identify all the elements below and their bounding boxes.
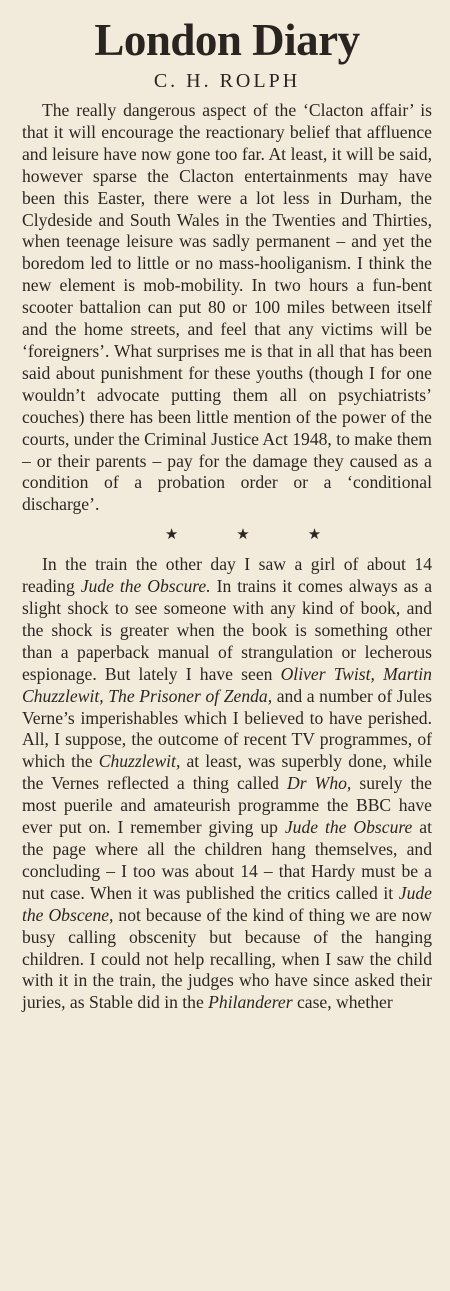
star-icon: ★ <box>307 527 322 544</box>
text-run: surely the most puerile and amateurish programme the BBC have ever put on. I remember giving up <box>22 773 432 838</box>
paragraph-clacton: The really dangerous aspect of the ‘Clacton affair’ is that it will encourage the reactionary belief that affluence and leisure have now gone too far. At least, it will be said, however sparse the Clacton entertainments may have been this Easter, there were a lot less in Durham, the Clydeside and South Wales in the Twenties and Thirties, when teenage leisure was sadly permanent – and yet the boredom led to little or no mass-hooliganism. I think the new element is mob-mobility. In two hours a fun-bent scooter battalion can put 80 or 100 miles between itself and the home streets, and feel that any victims will be ‘foreigners’. What surprises me is that in all that has been said about punishment for these youths (though I for one wouldn’t advocate putting them all on psychiatrists’ couches) there has been little mention of the power of the courts, under the Criminal Justice Act 1948, to make them – or their parents – pay for the damage they caused as a condition of a probation order or a ‘conditional discharge’. <box>22 100 432 515</box>
text-run: In trains it comes always as a slight shock to see someone with any kind of book, and the shock is greater when the book is something other than a paperback manual of strangulation or lecherous espionage. But lately I have seen <box>22 576 433 684</box>
case-name: Philanderer <box>208 992 293 1013</box>
section-separator <box>54 524 432 546</box>
text-run: In the train the other day I saw a girl of about 14 reading <box>22 554 432 597</box>
author-byline: C. H. ROLPH <box>153 70 301 92</box>
text-run: at least, was superbly done, while the Vernes reflected a thing called <box>22 751 432 794</box>
book-titles: Oliver Twist, Martin Chuzzlewit, The Prisoner of Zenda, <box>22 663 432 706</box>
book-title: Jude the Obscure. <box>80 576 211 597</box>
nickname-title: Jude the Obscene, <box>22 882 432 925</box>
programme-title: Chuzzlewit, <box>98 751 181 772</box>
text-run: case, whether <box>292 992 393 1013</box>
star-icon: ★ <box>164 527 179 544</box>
star-icon: ★ <box>236 527 250 544</box>
paragraph-train-reading <box>22 554 432 1014</box>
text-run: at the page where all the children hang themselves, and concluding – I too was about 14 – that Hardy must be a nut case. When it was published the critics called it <box>22 817 432 903</box>
article-body <box>22 100 432 1014</box>
text-run: not because of the kind of thing we are now busy calling obscenity but because of the hanging children. I could not help recalling, when I saw the child with it in the train, the judges who have since asked their juries, as Stable did in the <box>22 904 432 1013</box>
column-title: London Diary <box>94 15 360 65</box>
book-title: Jude the Obscure <box>284 817 413 838</box>
programme-title: Dr Who, <box>287 773 352 794</box>
text-run: and a number of Jules Verne’s imperishables which I believed to have perished. All, I suppose, the outcome of recent TV programmes, of which the <box>22 685 432 772</box>
